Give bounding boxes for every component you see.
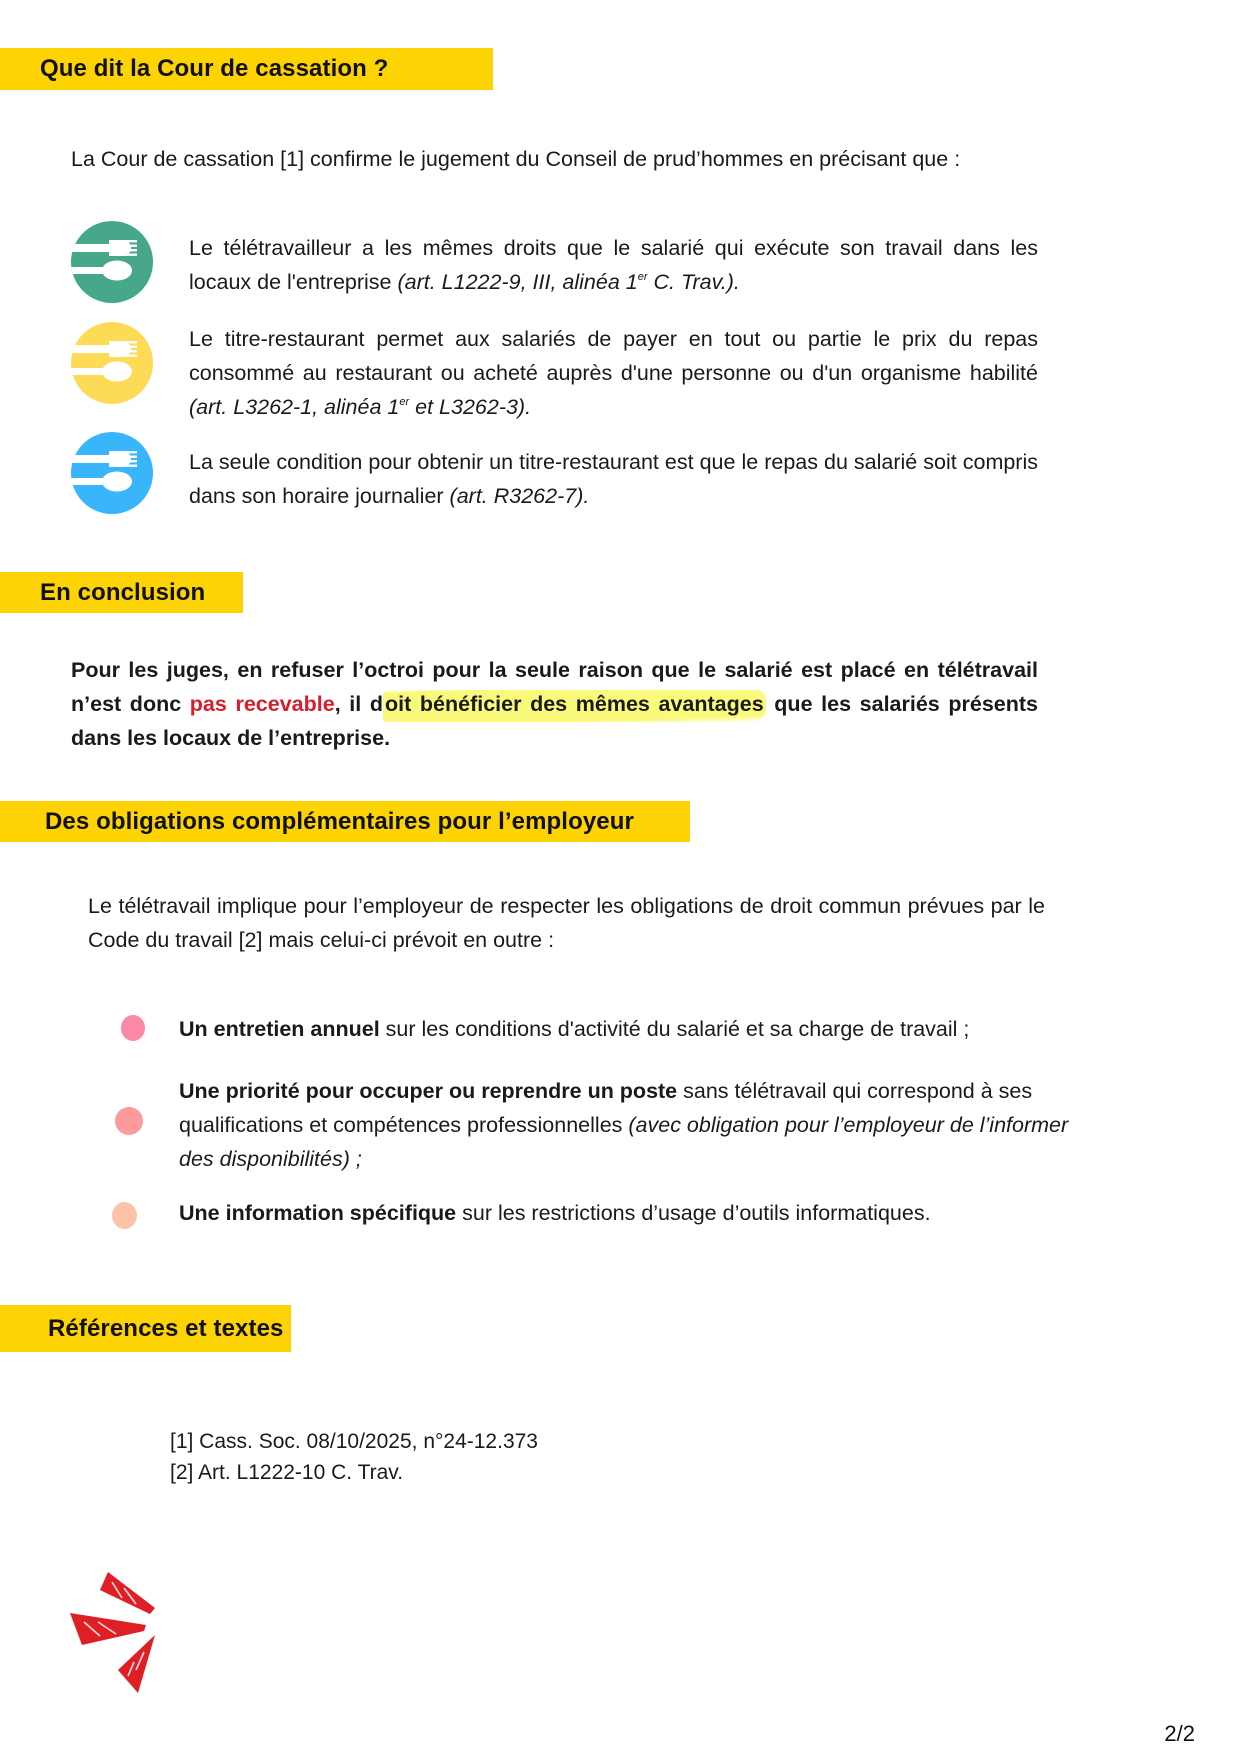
item-bold: Un entretien annuel [179, 1017, 380, 1041]
obligation-item-1 [179, 1012, 1069, 1046]
item-text: sur les conditions d'activité du salarié et sa charge de travail ; [379, 1017, 970, 1041]
salmon-dot-icon [115, 1107, 143, 1135]
item-italic: (avec obligation pour l’employeur de l’informer des disponibilités) ; [179, 1113, 1069, 1171]
red-sparkle-icon [60, 1560, 180, 1700]
highlighted-text: oit bénéficier des mêmes avantages [383, 690, 766, 722]
item-reference: (art. R3262-7). [449, 484, 590, 508]
section-title: Que dit la Cour de cassation ? [40, 55, 389, 82]
conclusion-part: Pour les juges, en refuser l’octroi pour la seule raison que le salarié est placé en télétravail n’est donc [71, 658, 1038, 716]
item-reference [397, 270, 739, 294]
conclusion-part: , il d [334, 692, 383, 716]
cour-item-2 [189, 322, 1038, 424]
item-text: Le titre-restaurant permet aux salariés de payer en tout ou partie le prix du repas consommé au restaurant ou acheté auprès d'une personne ou d'un organisme habilité [189, 327, 1038, 385]
conclusion-part: que les salariés présents dans les locaux de l’entreprise. [71, 692, 1039, 750]
section-title: En conclusion [40, 578, 206, 606]
section-header-references [0, 1305, 291, 1352]
item-text: sans télétravail qui correspond à ses qualifications et compétences professionnelles [179, 1079, 1033, 1137]
ref-sup: er [399, 396, 410, 408]
ref-text: et L3262-3). [409, 395, 532, 419]
item-text: La seule condition pour obtenir un titre-restaurant est que le repas du salarié soit compris dans son horaire journalier [189, 450, 1038, 508]
references-list [170, 1426, 770, 1488]
reference-item: [2] Art. L1222-10 C. Trav. [170, 1461, 404, 1484]
cour-item-1 [189, 231, 1038, 299]
item-bold: Une information spécifique [179, 1201, 457, 1225]
item-text: Le télétravailleur a les mêmes droits que le salarié qui exécute son travail dans les locaux de l'entreprise [189, 236, 1038, 294]
section-header-obligations [0, 801, 690, 842]
red-emphasis: pas recevable [189, 692, 335, 716]
obligation-item-2 [179, 1074, 1069, 1176]
reference-item: [1] Cass. Soc. 08/10/2025, n°24-12.373 [170, 1430, 538, 1453]
ref-sup: er [637, 271, 648, 283]
cutlery-plate-icon [71, 221, 153, 303]
section-header-conclusion [0, 572, 243, 613]
cutlery-plate-icon [71, 432, 153, 514]
section-title: Références et textes [48, 1314, 284, 1342]
section-header-cour-de-cassation [0, 48, 493, 90]
item-reference [189, 395, 531, 419]
item-text: sur les restrictions d’usage d’outils informatiques. [456, 1201, 931, 1225]
cour-item-3 [189, 445, 1038, 513]
cour-intro: La Cour de cassation [1] confirme le jugement du Conseil de prud’hommes en précisant que : [71, 147, 961, 171]
cutlery-plate-icon [71, 322, 153, 404]
obligations-intro: Le télétravail implique pour l’employeur de respecter les obligations de droit commun prévues par le Code du travail [2] mais celui-ci prévoit en outre : [88, 894, 1045, 952]
item-bold: Une priorité pour occuper ou reprendre un poste [179, 1079, 678, 1103]
obligation-item-3 [179, 1196, 1069, 1230]
section-title: Des obligations complémentaires pour l’employeur [45, 807, 634, 835]
ref-text: C. Trav.). [647, 270, 740, 294]
ref-text: (art. L3262-1, alinéa 1 [189, 395, 400, 419]
conclusion-text [71, 653, 1038, 755]
page-number: 2/2 [1164, 1721, 1195, 1746]
pink-dot-icon [121, 1015, 145, 1041]
peach-dot-icon [112, 1202, 137, 1229]
ref-text: (art. L1222-9, III, alinéa 1 [397, 270, 638, 294]
